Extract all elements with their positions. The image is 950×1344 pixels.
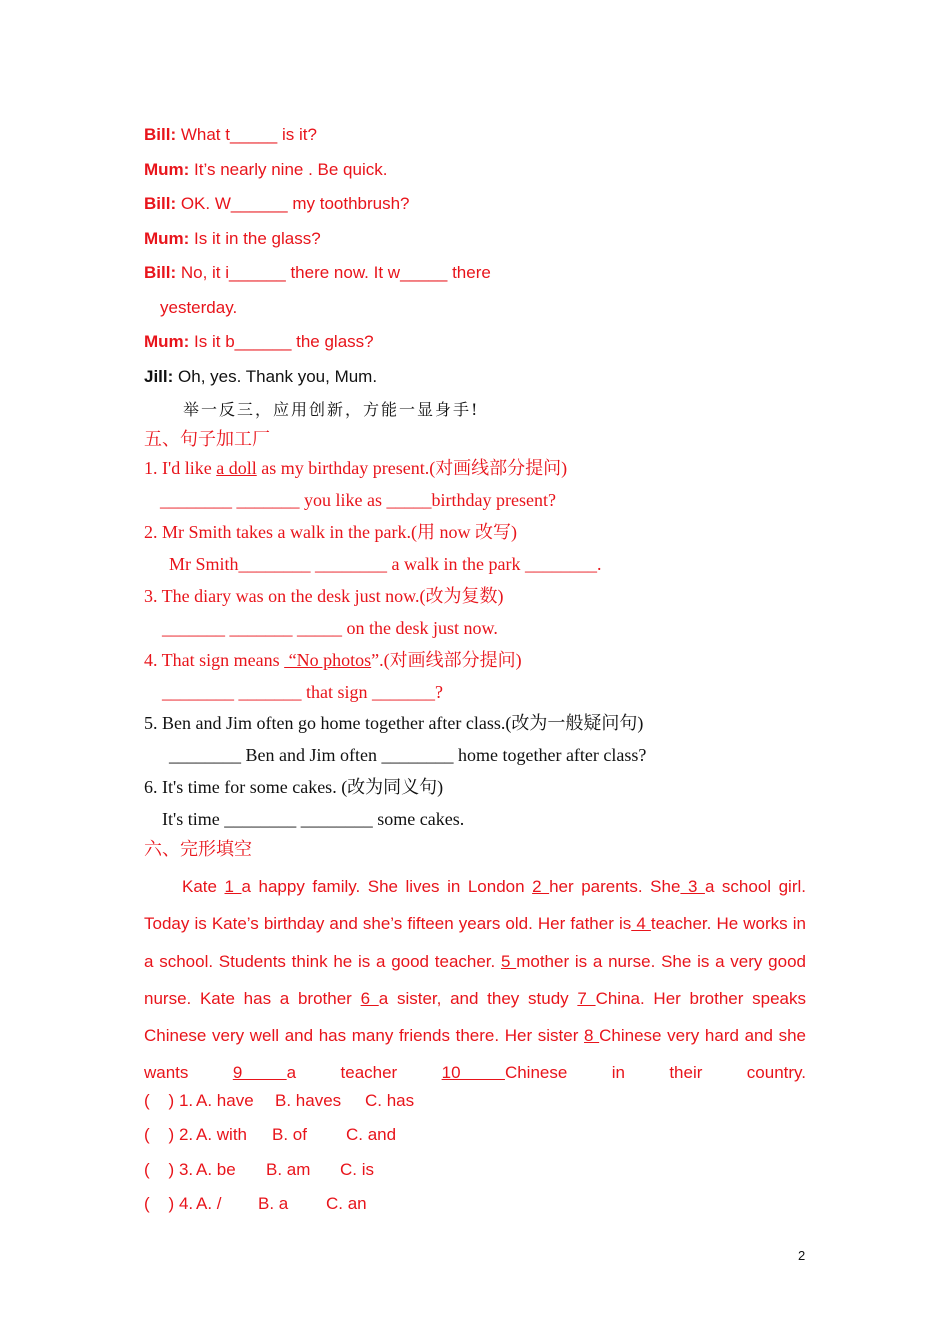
choice-num: ( ) 4. bbox=[144, 1194, 194, 1213]
blank-number: 7 bbox=[577, 988, 596, 1008]
speaker: Bill: bbox=[144, 125, 177, 144]
section-6-title: 六、完形填空 bbox=[144, 839, 252, 859]
option-a: A. / bbox=[196, 1194, 222, 1213]
dialogue-text: Oh, yes. Thank you, Mum. bbox=[173, 367, 378, 386]
passage-text: teacher. He works in a school. Students think he is a good teacher. bbox=[144, 914, 806, 971]
dialogue-text: yesterday. bbox=[160, 298, 238, 317]
dialogue-line bbox=[144, 262, 491, 284]
question-2: 2. Mr Smith takes a walk in the park.(用 now 改写) bbox=[144, 522, 517, 542]
q1-post: as my birthday present.(对画线部分提问) bbox=[256, 458, 568, 478]
passage-text: a sister, and they study bbox=[378, 988, 578, 1008]
answer-1: ________ _______ you like as _____birthday present? bbox=[160, 490, 556, 510]
blank-number: 3 bbox=[680, 877, 705, 896]
dialogue-line bbox=[144, 366, 377, 388]
answer-5: ________ Ben and Jim often ________ home together after class? bbox=[169, 745, 647, 765]
passage-text: Chinese in their country. bbox=[504, 1063, 806, 1083]
question-5: 5. Ben and Jim often go home together after class.(改为一般疑问句) bbox=[144, 713, 644, 733]
blank-number: 6 bbox=[360, 988, 379, 1008]
choice-row bbox=[144, 1090, 415, 1112]
motto: 举一反三，应用创新，方能一显身手! bbox=[183, 400, 480, 419]
speaker: Mum: bbox=[144, 229, 190, 248]
blank-number: 4 bbox=[631, 914, 651, 934]
speaker: Bill: bbox=[144, 194, 177, 213]
blank-number: 5 bbox=[501, 951, 517, 971]
speaker: Jill: bbox=[144, 367, 174, 386]
passage-text: a happy family. She lives in London bbox=[241, 877, 533, 896]
dialogue-text: It’s nearly nine . Be quick. bbox=[189, 160, 388, 179]
dialogue-text: No, it i______ there now. It w_____ there bbox=[176, 263, 491, 282]
speaker: Mum: bbox=[144, 332, 190, 351]
dialogue-line bbox=[144, 159, 387, 181]
passage-text: a school girl. Today is Kate’s birthday and she’s fifteen years old. Her father is bbox=[144, 877, 806, 934]
choice-row bbox=[144, 1159, 374, 1181]
option-b: B. am bbox=[266, 1160, 311, 1179]
choice-row bbox=[144, 1124, 397, 1146]
passage-text: Kate bbox=[182, 877, 225, 896]
answer-6: It's time ________ ________ some cakes. bbox=[162, 809, 465, 829]
question-1 bbox=[144, 457, 567, 479]
option-a: A. be bbox=[196, 1160, 236, 1179]
choice-num: ( ) 3. bbox=[144, 1160, 194, 1179]
dialogue-text: Is it in the glass? bbox=[189, 229, 321, 248]
question-6: 6. It's time for some cakes. (改为同义句) bbox=[144, 777, 444, 797]
dialogue-line bbox=[144, 124, 317, 146]
q4-underlined: “No photos bbox=[284, 650, 372, 670]
dialogue-line bbox=[160, 297, 237, 319]
passage-text: mother is a nurse. She is a very good nurse. Kate has a brother bbox=[144, 951, 806, 1008]
option-b: B. of bbox=[272, 1125, 307, 1144]
dialogue-line bbox=[144, 228, 321, 250]
option-c: C. an bbox=[326, 1194, 367, 1213]
cloze-passage bbox=[144, 868, 806, 1092]
option-b: B. haves bbox=[275, 1091, 342, 1110]
option-c: C. is bbox=[340, 1160, 374, 1179]
dialogue-text: OK. W______ my toothbrush? bbox=[176, 194, 410, 213]
option-b: B. a bbox=[258, 1194, 289, 1213]
dialogue-line bbox=[144, 193, 410, 215]
blank-number: 1 bbox=[224, 877, 242, 896]
dialogue-text: Is it b______ the glass? bbox=[189, 332, 374, 351]
q1-underlined: a doll bbox=[216, 458, 257, 478]
choice-num: ( ) 2. bbox=[144, 1125, 194, 1144]
answer-2: Mr Smith________ ________ a walk in the park ________. bbox=[169, 554, 602, 574]
q4-post: ”.(对画线部分提问) bbox=[371, 650, 522, 670]
question-4 bbox=[144, 649, 522, 671]
passage-text: her parents. She bbox=[549, 877, 681, 896]
option-c: C. has bbox=[365, 1091, 415, 1110]
choice-num: ( ) 1. bbox=[144, 1091, 194, 1110]
blank-number: 10 bbox=[441, 1063, 505, 1083]
option-c: C. and bbox=[346, 1125, 397, 1144]
page-number: 2 bbox=[798, 1248, 806, 1263]
answer-4: ________ _______ that sign _______? bbox=[162, 682, 443, 702]
option-a: A. have bbox=[196, 1091, 254, 1110]
passage-text: a teacher bbox=[286, 1063, 442, 1083]
q1-pre: 1. I'd like bbox=[144, 458, 217, 478]
passage-text: China. Her brother speaks Chinese very well and has many friends there. Her sister bbox=[144, 988, 806, 1046]
q4-pre: 4. That sign means bbox=[144, 650, 285, 670]
option-a: A. with bbox=[196, 1125, 248, 1144]
blank-number: 2 bbox=[532, 877, 550, 896]
blank-number: 9 bbox=[232, 1063, 287, 1083]
passage-text: Chinese very hard and she wants bbox=[144, 1026, 806, 1083]
speaker: Mum: bbox=[144, 160, 190, 179]
choice-row bbox=[144, 1193, 367, 1215]
speaker: Bill: bbox=[144, 263, 177, 282]
blank-number: 8 bbox=[584, 1026, 600, 1046]
dialogue-line bbox=[144, 331, 374, 353]
answer-3: _______ _______ _____ on the desk just now. bbox=[162, 618, 498, 638]
question-3: 3. The diary was on the desk just now.(改为复数) bbox=[144, 586, 504, 606]
dialogue-text: What t_____ is it? bbox=[176, 125, 317, 144]
section-5-title: 五、句子加工厂 bbox=[144, 429, 270, 449]
